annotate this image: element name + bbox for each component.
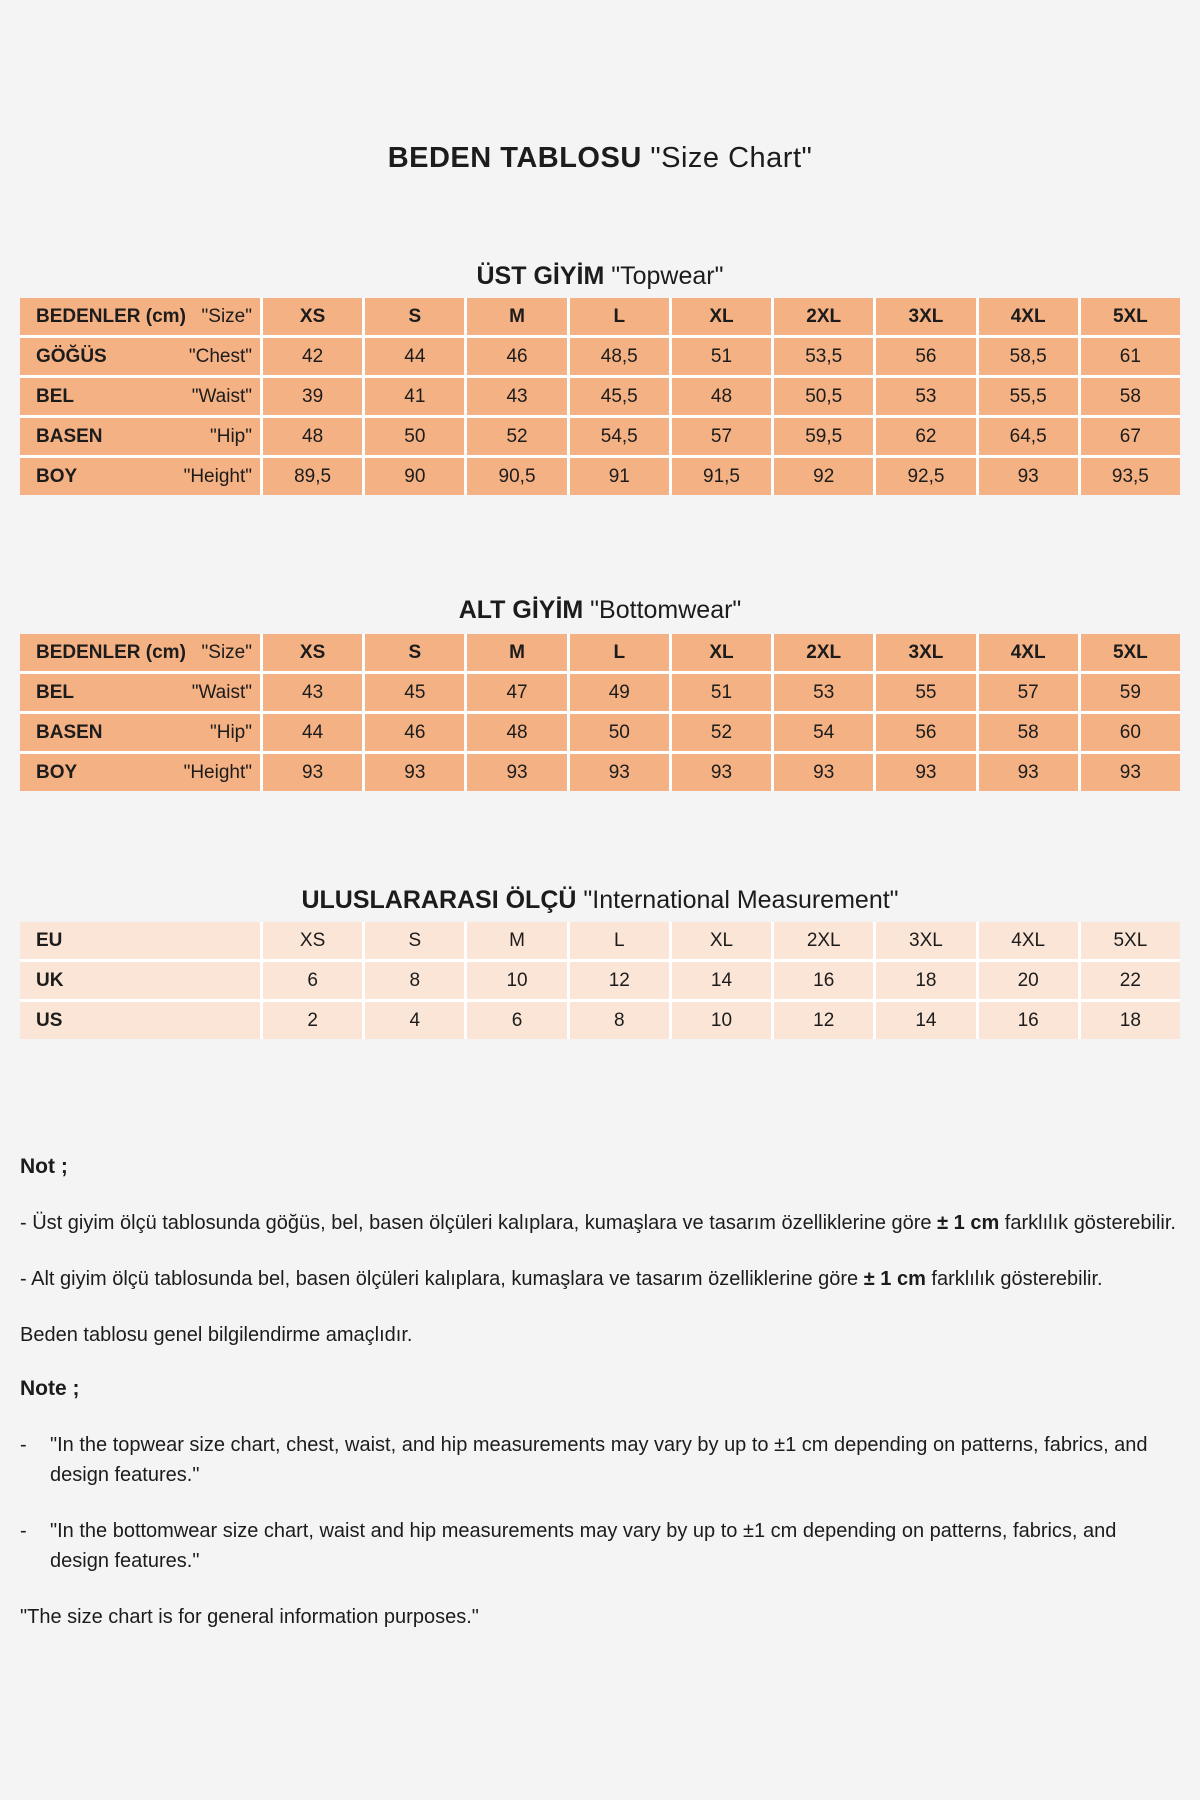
- intl-us-label-cell: [20, 1002, 260, 1039]
- value-cell: XS: [263, 298, 362, 335]
- value-cell: 52: [467, 418, 566, 455]
- topwear-waist-row: [20, 378, 1180, 415]
- value-cell: XL: [672, 634, 771, 671]
- row-label-turkish: GÖĞÜS: [36, 345, 107, 367]
- international-section-heading: [0, 886, 1200, 915]
- value-cell: 39: [263, 378, 362, 415]
- value-cell: S: [365, 922, 464, 959]
- value-cell: 90: [365, 458, 464, 495]
- note-text: depending on patterns, fabrics, and design features.": [50, 1520, 1117, 1572]
- note-english-bottomwear: [20, 1516, 1180, 1576]
- value-cell: 50: [570, 714, 669, 751]
- value-cell: L: [570, 922, 669, 959]
- value-cell: 48: [263, 418, 362, 455]
- value-cell: 52: [672, 714, 771, 751]
- topwear-hip-label-cell: [20, 418, 260, 455]
- value-cell: 48: [672, 378, 771, 415]
- value-cell: 18: [1081, 1002, 1180, 1039]
- note-text: "In the bottomwear size chart, waist and hip measurements may vary by up to: [50, 1520, 743, 1542]
- note-bold-text: ±1 cm: [774, 1434, 829, 1456]
- value-cell: 93: [979, 458, 1078, 495]
- value-cell: 22: [1081, 962, 1180, 999]
- value-cell: 93: [672, 754, 771, 791]
- topwear-height-label-cell: [20, 458, 260, 495]
- value-cell: 4XL: [979, 634, 1078, 671]
- value-cell: 93: [570, 754, 669, 791]
- value-cell: 91: [570, 458, 669, 495]
- topwear-heading-turkish: ÜST GİYİM: [476, 262, 605, 290]
- row-label-english: "Height": [183, 465, 252, 487]
- bottomwear-waist-row: [20, 674, 1180, 711]
- note-bold-text: ±1 cm: [742, 1520, 798, 1542]
- row-label-english: "Waist": [191, 681, 252, 703]
- value-cell: 58: [1081, 378, 1180, 415]
- row-label-turkish: BOY: [36, 761, 78, 783]
- value-cell: 10: [672, 1002, 771, 1039]
- value-cell: 2XL: [774, 298, 873, 335]
- value-cell: 59: [1081, 674, 1180, 711]
- note-text: farklılık gösterebilir.: [925, 1268, 1103, 1290]
- value-cell: XS: [263, 922, 362, 959]
- value-cell: 14: [672, 962, 771, 999]
- value-cell: 2: [263, 1002, 362, 1039]
- note-turkish-topwear: [20, 1208, 1180, 1238]
- value-cell: 91,5: [672, 458, 771, 495]
- row-label-english: "Chest": [188, 345, 252, 367]
- value-cell: 8: [365, 962, 464, 999]
- value-cell: 93,5: [1081, 458, 1180, 495]
- bullet-marker: -: [20, 1434, 27, 1456]
- bottomwear-height-row: [20, 754, 1180, 791]
- bottomwear-hip-label-cell: [20, 714, 260, 751]
- value-cell: 44: [263, 714, 362, 751]
- value-cell: 53,5: [774, 338, 873, 375]
- row-label-turkish: BEL: [36, 681, 74, 703]
- row-label-english: "Waist": [191, 385, 252, 407]
- value-cell: 46: [365, 714, 464, 751]
- value-cell: 41: [365, 378, 464, 415]
- bottomwear-waist-label-cell: [20, 674, 260, 711]
- row-label-turkish: BEL: [36, 385, 74, 407]
- value-cell: 12: [774, 1002, 873, 1039]
- bottomwear-size-table: [20, 634, 1180, 791]
- value-cell: 57: [979, 674, 1078, 711]
- value-cell: 48,5: [570, 338, 669, 375]
- value-cell: 92: [774, 458, 873, 495]
- value-cell: 3XL: [876, 298, 975, 335]
- note-bold-text: ± 1 cm: [937, 1212, 1000, 1234]
- topwear-section-heading: [0, 262, 1200, 291]
- value-cell: XS: [263, 634, 362, 671]
- row-label-turkish: BASEN: [36, 425, 103, 447]
- value-cell: 48: [467, 714, 566, 751]
- note-english-topwear: [20, 1430, 1180, 1490]
- row-label-turkish: BASEN: [36, 721, 103, 743]
- value-cell: 60: [1081, 714, 1180, 751]
- value-cell: 42: [263, 338, 362, 375]
- value-cell: 93: [774, 754, 873, 791]
- international-heading-english: "International Measurement": [583, 886, 899, 914]
- bottomwear-header-row: [20, 634, 1180, 671]
- note-english-footer: "The size chart is for general information purposes.": [20, 1606, 479, 1628]
- notes-heading-turkish: Not ;: [20, 1155, 68, 1178]
- value-cell: S: [365, 298, 464, 335]
- value-cell: 47: [467, 674, 566, 711]
- value-cell: 53: [774, 674, 873, 711]
- topwear-chest-label-cell: [20, 338, 260, 375]
- topwear-chest-row: [20, 338, 1180, 375]
- row-label: US: [36, 1009, 63, 1031]
- note-text: depending on patterns, fabrics, and design features.": [50, 1434, 1148, 1486]
- value-cell: 4XL: [979, 298, 1078, 335]
- value-cell: 50,5: [774, 378, 873, 415]
- value-cell: 43: [467, 378, 566, 415]
- row-label-turkish: BOY: [36, 465, 78, 487]
- topwear-height-row: [20, 458, 1180, 495]
- value-cell: M: [467, 634, 566, 671]
- value-cell: 16: [979, 1002, 1078, 1039]
- value-cell: 54,5: [570, 418, 669, 455]
- page-title-turkish: BEDEN TABLOSU: [387, 142, 642, 174]
- value-cell: 2XL: [774, 634, 873, 671]
- note-bold-text: ± 1 cm: [863, 1268, 926, 1290]
- value-cell: 18: [876, 962, 975, 999]
- value-cell: 56: [876, 714, 975, 751]
- value-cell: 45,5: [570, 378, 669, 415]
- value-cell: 89,5: [263, 458, 362, 495]
- topwear-size-table: [20, 298, 1180, 495]
- note-turkish-footer: Beden tablosu genel bilgilendirme amaçlıdır.: [20, 1324, 413, 1346]
- value-cell: 93: [876, 754, 975, 791]
- bottomwear-section-heading: [0, 596, 1200, 625]
- value-cell: 44: [365, 338, 464, 375]
- note-text: - Üst giyim ölçü tablosunda göğüs, bel, basen ölçüleri kalıplara, kumaşlara ve tasarım özelliklerine göre: [20, 1212, 938, 1234]
- value-cell: 53: [876, 378, 975, 415]
- note-turkish-bottomwear: [20, 1264, 1180, 1294]
- value-cell: 5XL: [1081, 298, 1180, 335]
- value-cell: 20: [979, 962, 1078, 999]
- value-cell: 93: [979, 754, 1078, 791]
- value-cell: 16: [774, 962, 873, 999]
- value-cell: 6: [263, 962, 362, 999]
- value-cell: 10: [467, 962, 566, 999]
- row-label: UK: [36, 969, 64, 991]
- value-cell: 62: [876, 418, 975, 455]
- value-cell: 3XL: [876, 634, 975, 671]
- value-cell: 49: [570, 674, 669, 711]
- value-cell: 54: [774, 714, 873, 751]
- note-text: "In the topwear size chart, chest, waist, and hip measurements may vary by up to: [50, 1434, 775, 1456]
- page-title: [0, 142, 1200, 175]
- value-cell: 4: [365, 1002, 464, 1039]
- value-cell: 58: [979, 714, 1078, 751]
- topwear-hip-row: [20, 418, 1180, 455]
- value-cell: 43: [263, 674, 362, 711]
- value-cell: 3XL: [876, 922, 975, 959]
- value-cell: 61: [1081, 338, 1180, 375]
- note-text: farklılık gösterebilir.: [999, 1212, 1176, 1234]
- value-cell: 93: [1081, 754, 1180, 791]
- topwear-header-label-cell: [20, 298, 260, 335]
- row-label-english: "Height": [183, 761, 252, 783]
- value-cell: 58,5: [979, 338, 1078, 375]
- value-cell: 93: [467, 754, 566, 791]
- value-cell: 12: [570, 962, 669, 999]
- value-cell: 59,5: [774, 418, 873, 455]
- bullet-marker: -: [20, 1520, 27, 1542]
- value-cell: 93: [263, 754, 362, 791]
- value-cell: M: [467, 298, 566, 335]
- bottomwear-height-label-cell: [20, 754, 260, 791]
- value-cell: 14: [876, 1002, 975, 1039]
- topwear-waist-label-cell: [20, 378, 260, 415]
- value-cell: S: [365, 634, 464, 671]
- intl-eu-label-cell: [20, 922, 260, 959]
- value-cell: 64,5: [979, 418, 1078, 455]
- row-label-turkish: BEDENLER (cm): [36, 641, 186, 663]
- notes-heading-english: Note ;: [20, 1377, 80, 1400]
- value-cell: 56: [876, 338, 975, 375]
- international-heading-turkish: ULUSLARARASI ÖLÇÜ: [301, 886, 577, 914]
- bullet-text: [50, 1430, 1180, 1490]
- row-label: EU: [36, 929, 63, 951]
- row-label-turkish: BEDENLER (cm): [36, 305, 186, 327]
- row-label-english: "Hip": [210, 425, 252, 447]
- row-label-english: "Size": [201, 641, 252, 663]
- value-cell: L: [570, 298, 669, 335]
- bottomwear-heading-turkish: ALT GİYİM: [458, 596, 584, 624]
- intl-us-row: [20, 1002, 1180, 1039]
- intl-uk-row: [20, 962, 1180, 999]
- intl-eu-row: [20, 922, 1180, 959]
- value-cell: 92,5: [876, 458, 975, 495]
- row-label-english: "Size": [201, 305, 252, 327]
- page-title-english: "Size Chart": [650, 142, 813, 174]
- value-cell: 46: [467, 338, 566, 375]
- bottomwear-hip-row: [20, 714, 1180, 751]
- bottomwear-heading-english: "Bottomwear": [590, 596, 742, 624]
- bullet-text: [50, 1516, 1180, 1576]
- value-cell: 50: [365, 418, 464, 455]
- value-cell: 45: [365, 674, 464, 711]
- value-cell: 5XL: [1081, 922, 1180, 959]
- value-cell: L: [570, 634, 669, 671]
- value-cell: 4XL: [979, 922, 1078, 959]
- international-size-table: [20, 922, 1180, 1039]
- value-cell: M: [467, 922, 566, 959]
- value-cell: 51: [672, 674, 771, 711]
- value-cell: XL: [672, 298, 771, 335]
- value-cell: 5XL: [1081, 634, 1180, 671]
- value-cell: 55,5: [979, 378, 1078, 415]
- value-cell: 6: [467, 1002, 566, 1039]
- value-cell: 93: [365, 754, 464, 791]
- topwear-heading-english: "Topwear": [611, 262, 724, 290]
- value-cell: XL: [672, 922, 771, 959]
- intl-uk-label-cell: [20, 962, 260, 999]
- value-cell: 57: [672, 418, 771, 455]
- value-cell: 2XL: [774, 922, 873, 959]
- bottomwear-header-label-cell: [20, 634, 260, 671]
- note-text: - Alt giyim ölçü tablosunda bel, basen ölçüleri kalıplara, kumaşlara ve tasarım özelliklerine göre: [20, 1268, 864, 1290]
- value-cell: 51: [672, 338, 771, 375]
- value-cell: 67: [1081, 418, 1180, 455]
- value-cell: 90,5: [467, 458, 566, 495]
- row-label-english: "Hip": [210, 721, 252, 743]
- notes-section: [20, 1152, 1180, 1632]
- topwear-header-row: [20, 298, 1180, 335]
- value-cell: 8: [570, 1002, 669, 1039]
- value-cell: 55: [876, 674, 975, 711]
